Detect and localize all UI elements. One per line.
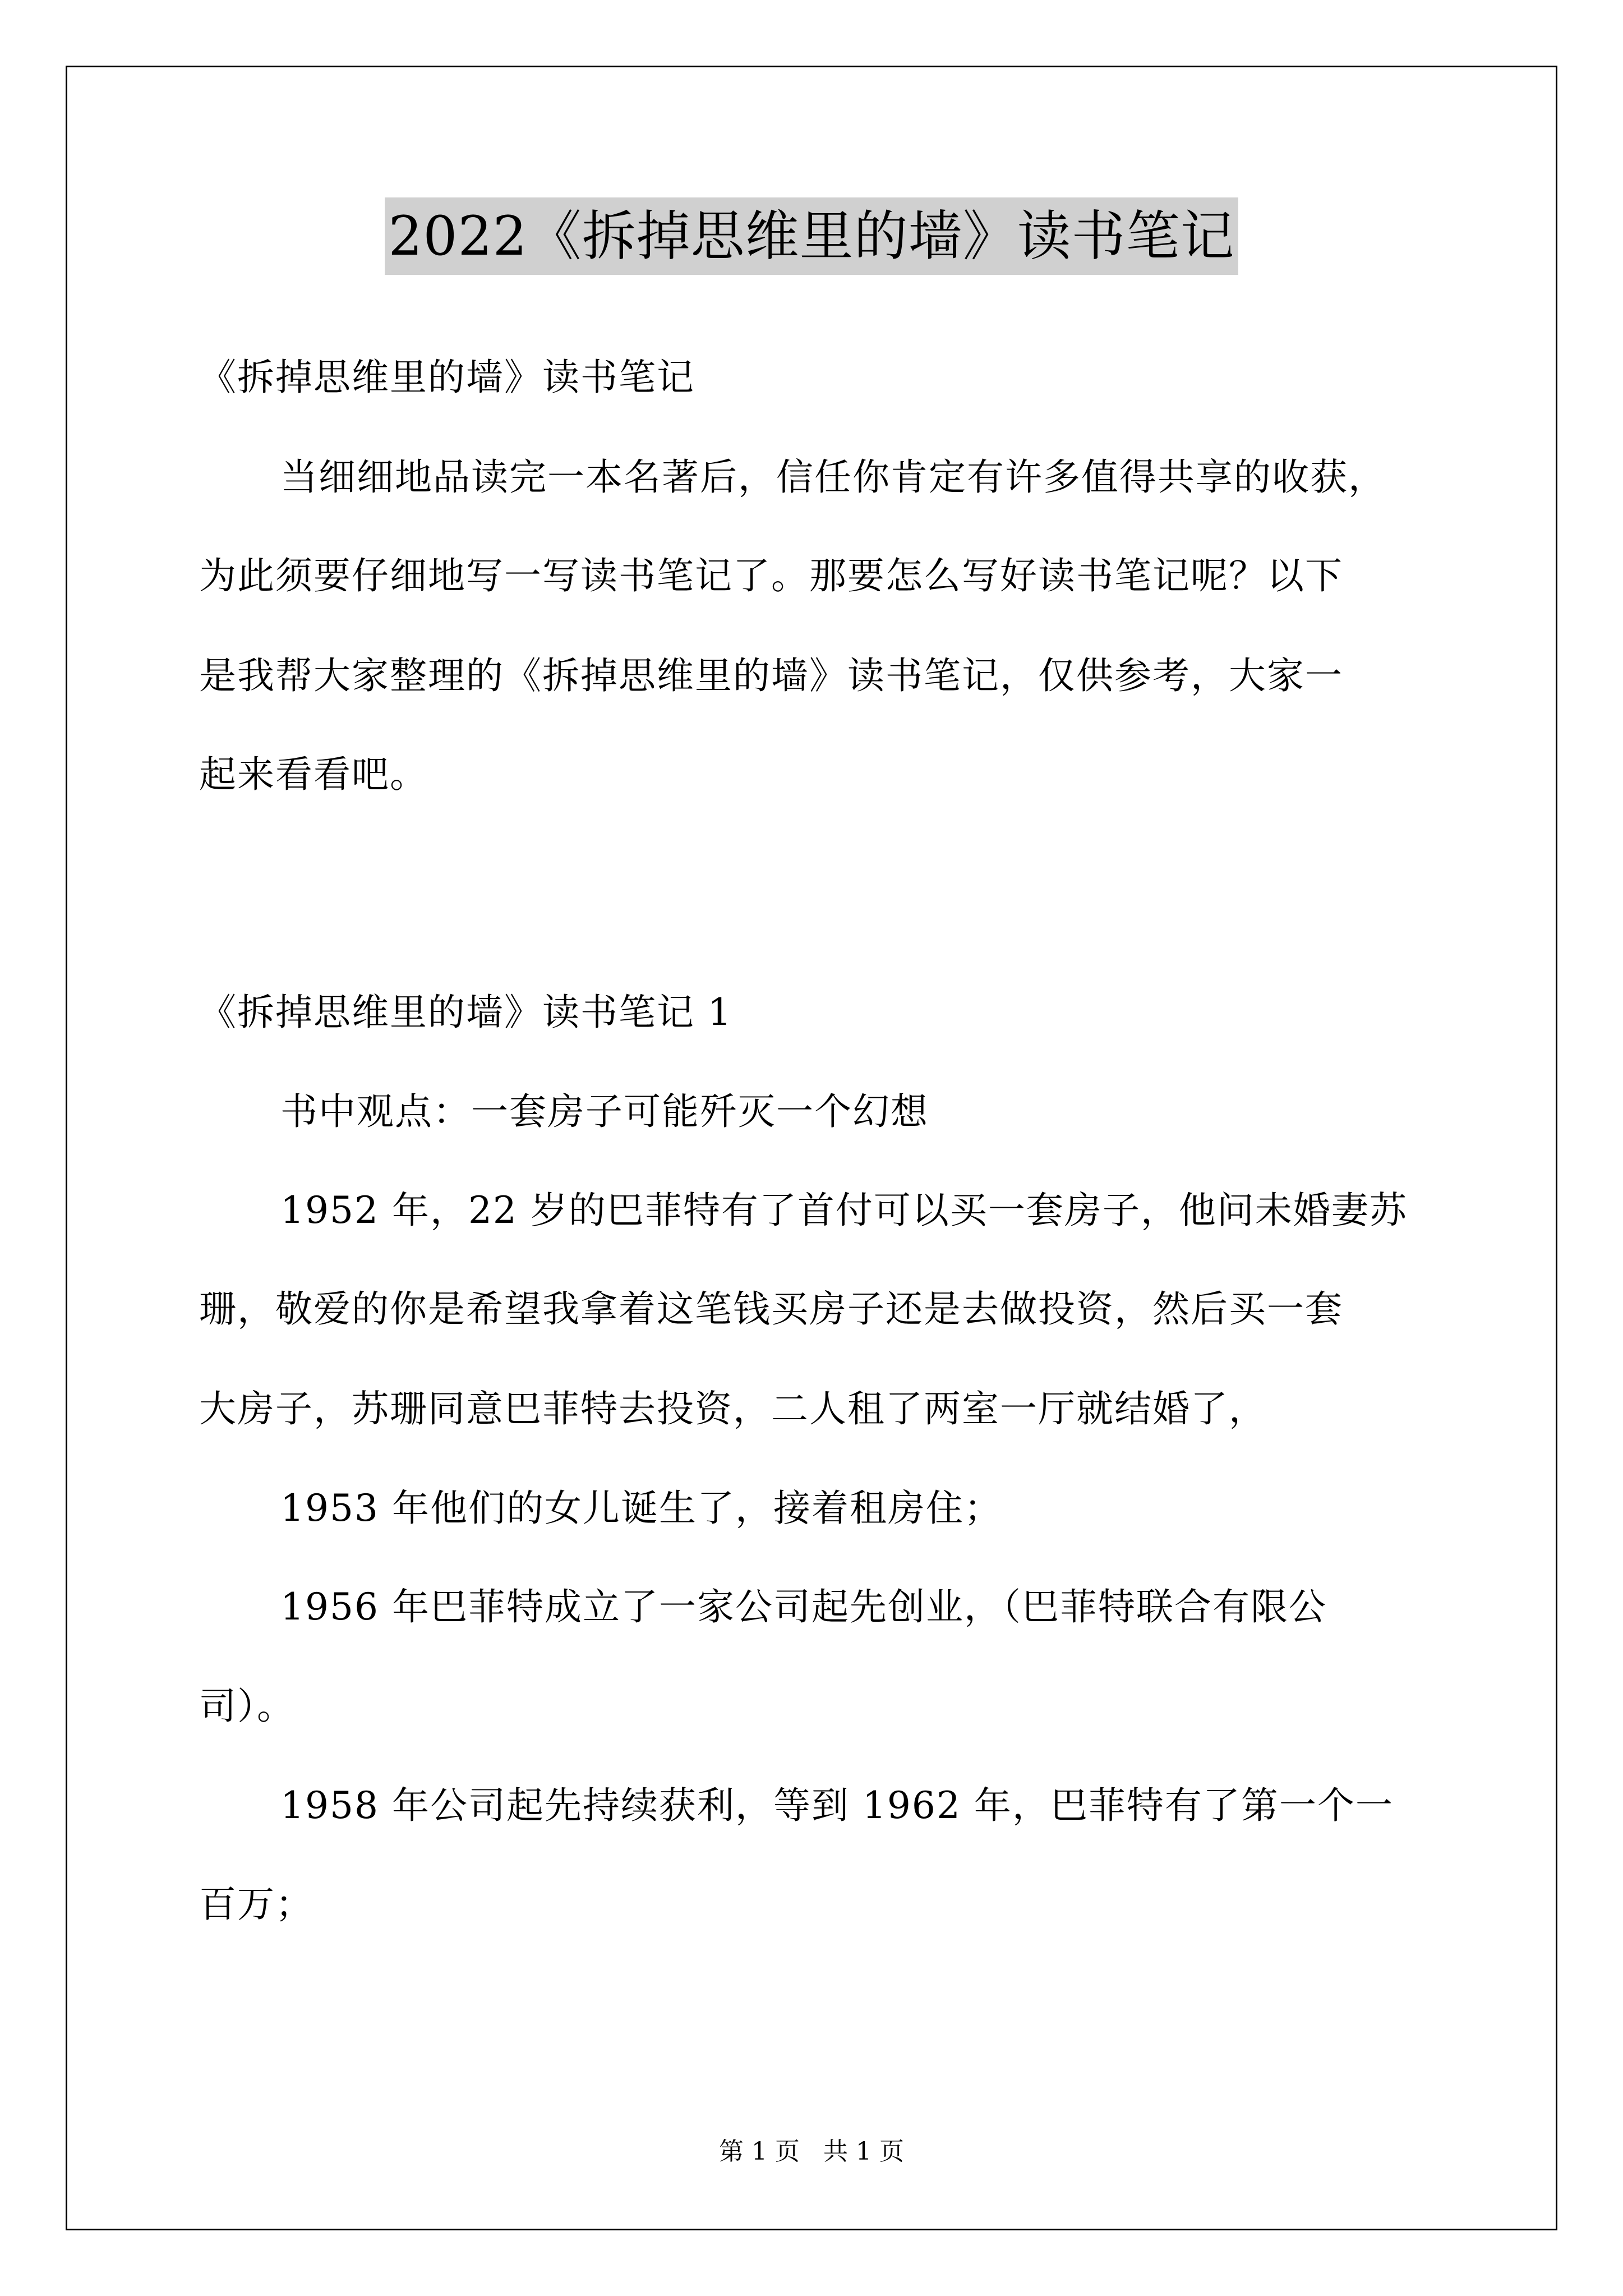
body-line: 大房子，苏珊同意巴菲特去投资，二人租了两室一厅就结婚了，: [199, 1387, 1267, 1430]
intro-line: 是我帮大家整理的《拆掉思维里的墙》读书笔记，仅供参考，大家一: [199, 654, 1343, 697]
page-number-current: 第 1 页: [719, 2137, 800, 2166]
title-block: [0, 197, 1623, 275]
body-line: 百万；: [199, 1883, 313, 1926]
page-number-total: 共 1 页: [823, 2137, 904, 2166]
body-line: 1953 年他们的女儿诞生了，接着租房住；: [280, 1487, 1002, 1530]
document-subtitle: 《拆掉思维里的墙》读书笔记: [199, 356, 695, 399]
intro-line: 为此须要仔细地写一写读书笔记了。那要怎么写好读书笔记呢？以下: [199, 554, 1343, 597]
body-line: 珊，敬爱的你是希望我拿着这笔钱买房子还是去做投资，然后买一套: [199, 1287, 1343, 1331]
intro-line: 当细细地品读完一本名著后，信任你肯定有许多值得共享的收获，: [280, 455, 1386, 499]
intro-line: 起来看看吧。: [199, 753, 428, 796]
page-footer: [0, 2136, 1623, 2168]
body-line: 1952 年，22 岁的巴菲特有了首付可以买一套房子，他问未婚妻苏: [280, 1189, 1408, 1232]
body-line: 1958 年公司起先持续获利，等到 1962 年，巴菲特有了第一个一: [280, 1784, 1394, 1827]
document-title: 2022《拆掉思维里的墙》读书笔记: [385, 197, 1238, 275]
body-line: 1956 年巴菲特成立了一家公司起先创业，（巴菲特联合有限公: [280, 1585, 1327, 1628]
body-line: 司）。: [199, 1685, 295, 1728]
body-line: 书中观点：一套房子可能歼灭一个幻想: [280, 1090, 929, 1133]
section-heading: 《拆掉思维里的墙》读书笔记 1: [199, 991, 732, 1034]
